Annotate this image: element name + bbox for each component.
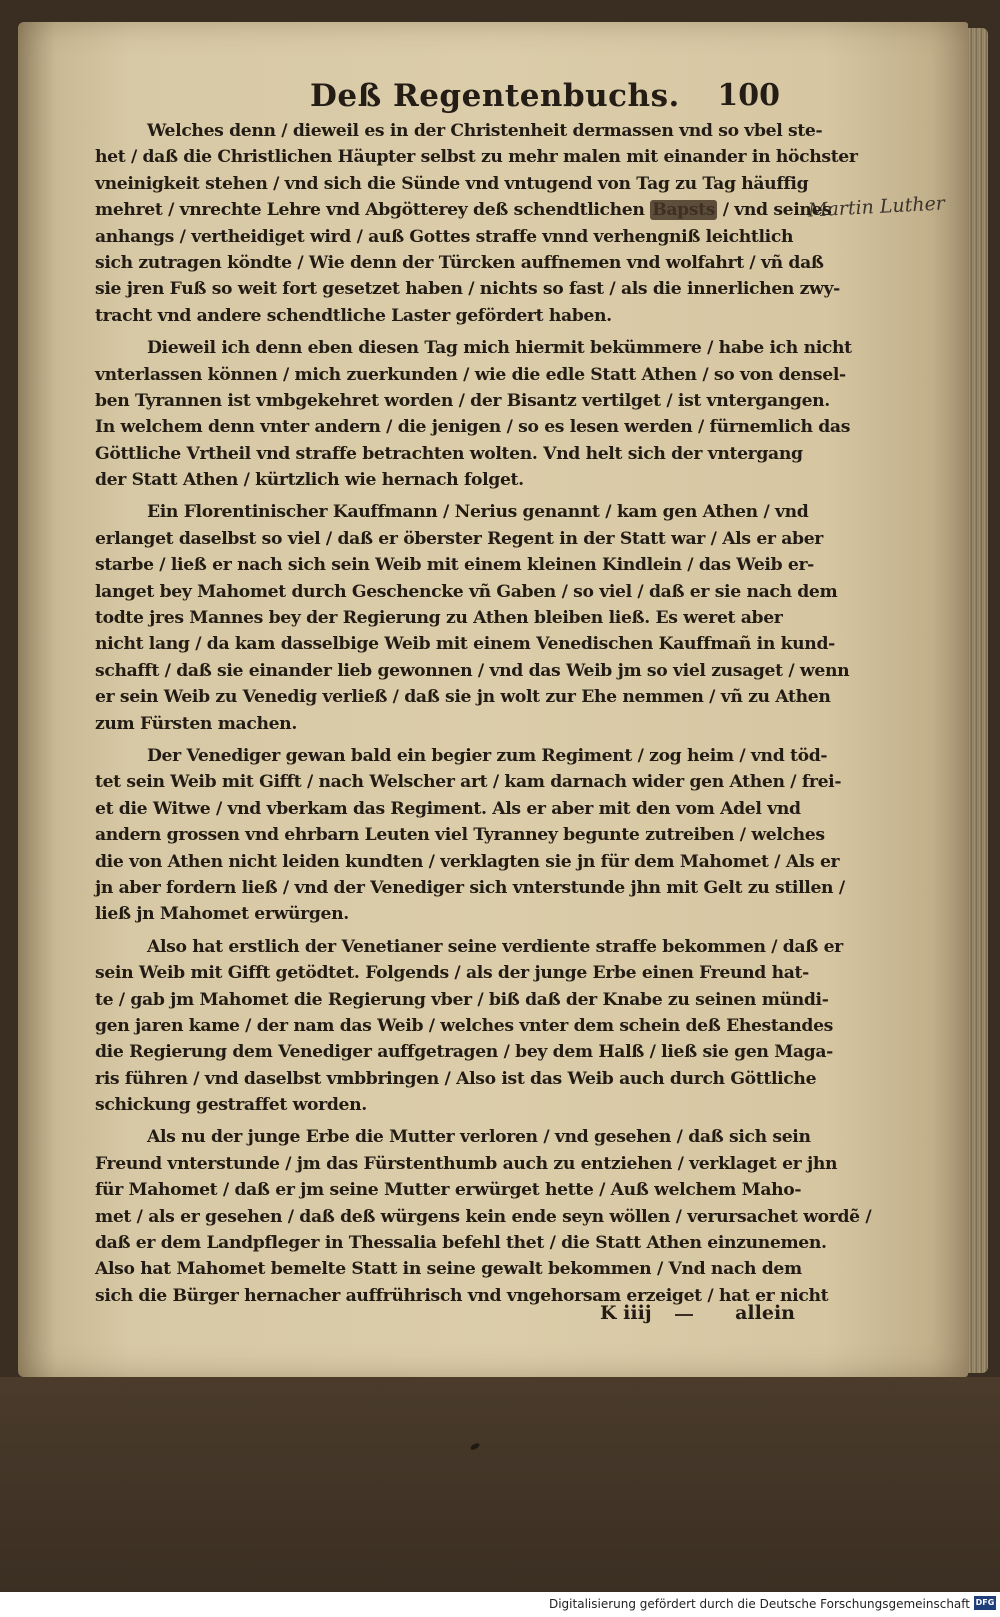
- book-binding: [0, 1377, 1000, 1592]
- text-line: vneinigkeit stehen / vnd sich die Sünde vnd vntugend von Tag zu Tag häuffig: [95, 173, 809, 194]
- text-line: für Mahomet / daß er jm seine Mutter erwürget hette / Auß welchem Maho-: [95, 1180, 802, 1201]
- handwritten-marginal-note: Martin Luther: [807, 192, 946, 222]
- text-line: sein Weib mit Gifft getödtet. Folgends / als der junge Erbe einen Freund hat-: [95, 963, 809, 984]
- text-line: Welches denn / dieweil es in der Christenheit dermassen vnd so vbel ste-: [147, 121, 823, 141]
- text-line: met / als er gesehen / daß deß würgens kein ende seyn wöllen / verursachet wordẽ /: [95, 1206, 872, 1227]
- body-text: [95, 118, 872, 1309]
- catchword: allein: [735, 1302, 795, 1324]
- text-line: sich zutragen köndte / Wie denn der Türcken auffnemen vnd wolfahrt / vñ daß: [95, 252, 824, 273]
- text-line: starbe / ließ er nach sich sein Weib mit einem kleinen Kindlein / das Weib er-: [95, 555, 814, 576]
- text-line: ließ jn Mahomet erwürgen.: [95, 904, 349, 925]
- text-line: jn aber fordern ließ / vnd der Venediger sich vnterstunde jhn mit Gelt zu stillen /: [95, 877, 845, 898]
- text-line: ris führen / vnd daselbst vmbbringen / Also ist das Weib auch durch Göttliche: [95, 1068, 817, 1089]
- text-line: Dieweil ich denn eben diesen Tag mich hiermit bekümmere / habe ich nicht: [147, 338, 852, 359]
- text-line: tet sein Weib mit Gifft / nach Welscher art / kam darnach wider gen Athen / frei-: [95, 772, 842, 793]
- text-line: Der Venediger gewan bald ein begier zum Regiment / zog heim / vnd töd-: [147, 745, 828, 766]
- text-line: die von Athen nicht leiden kundten / verklagten sie jn für dem Mahomet / Als er: [95, 851, 840, 872]
- text-line: Göttliche Vrtheil vnd straffe betrachten wolten. Vnd helt sich der vntergang: [95, 443, 803, 464]
- text-line: [95, 197, 832, 223]
- footer-bar: [0, 1592, 1000, 1617]
- text-line: schickung gestraffet worden.: [95, 1095, 367, 1116]
- text-line: er sein Weib zu Venedig verließ / daß sie jn wolt zur Ehe nemmen / vñ zu Athen: [95, 687, 831, 708]
- signature-dash: [675, 1314, 693, 1316]
- text-line: ben Tyrannen ist vmbgekehret worden / der Bisantz vertilget / ist vntergangen.: [95, 390, 830, 411]
- text-line: andern grossen vnd ehrbarn Leuten viel Tyranney begunte zutreiben / welches: [95, 825, 825, 846]
- text-line: Also hat Mahomet bemelte Statt in seine gewalt bekommen / Vnd nach dem: [95, 1259, 802, 1280]
- text-line: zum Fürsten machen.: [95, 713, 297, 734]
- struck-word: Bapsts: [652, 200, 716, 221]
- running-head: Deß Regentenbuchs.: [310, 78, 680, 114]
- text-line: gen jaren kame / der nam das Weib / welches vnter dem schein deß Ehestandes: [95, 1015, 833, 1036]
- text-line: vnterlassen können / mich zuerkunden / wie die edle Statt Athen / so von densel-: [95, 364, 846, 385]
- text-line: nicht lang / da kam dasselbige Weib mit einem Venedischen Kauffmañ in kund-: [95, 634, 835, 655]
- page-header: [310, 78, 780, 122]
- text-line: Also hat erstlich der Venetianer seine verdiente straffe bekommen / daß er: [147, 936, 843, 957]
- text-line: langet bey Mahomet durch Geschencke vñ Gaben / so viel / daß er sie nach dem: [95, 581, 838, 602]
- text-line: et die Witwe / vnd vberkam das Regiment. Als er aber mit den vom Adel vnd: [95, 798, 801, 819]
- text-line: sich die Bürger hernacher auffrührisch vnd vngehorsam erzeiget / hat er nicht: [95, 1285, 829, 1306]
- text-fragment: / vnd seines: [717, 200, 832, 221]
- text-line: erlanget daselbst so viel / daß er öberster Regent in der Statt war / Als er aber: [95, 528, 823, 549]
- text-line: het / daß die Christlichen Häupter selbst zu mehr malen mit einander in höchster: [95, 147, 858, 168]
- dfg-logo-icon: DFG: [974, 1596, 996, 1610]
- text-line: tracht vnd andere schendtliche Laster gefördert haben.: [95, 305, 612, 326]
- signature-mark: K iiij: [600, 1302, 652, 1324]
- footer-credit: Digitalisierung gefördert durch die Deutsche Forschungsgemeinschaft: [548, 1597, 970, 1611]
- text-line: die Regierung dem Venediger auffgetragen / bey dem Halß / ließ sie gen Maga-: [95, 1042, 833, 1063]
- text-line: te / gab jm Mahomet die Regierung vber / biß daß der Knabe zu seinen mündi-: [95, 989, 829, 1010]
- text-line: Freund vnterstunde / jm das Fürstenthumb auch zu entziehen / verklaget er jhn: [95, 1153, 838, 1174]
- page-number: 100: [717, 78, 780, 113]
- text-line: schafft / daß sie einander lieb gewonnen / vnd das Weib jm so viel zusaget / wenn: [95, 660, 850, 681]
- text-line: daß er dem Landpfleger in Thessalia befehl thet / die Statt Athen einzunemen.: [95, 1233, 827, 1254]
- text-fragment: mehret / vnrechte Lehre vnd Abgötterey deß schendtlichen: [95, 200, 651, 221]
- text-line: Ein Florentinischer Kauffmann / Nerius genannt / kam gen Athen / vnd: [147, 502, 809, 523]
- text-line: In welchem denn vnter andern / die jenigen / so es lesen werden / fürnemlich das: [95, 417, 851, 438]
- text-line: Als nu der junge Erbe die Mutter verloren / vnd gesehen / daß sich sein: [147, 1127, 811, 1148]
- text-line: todte jres Mannes bey der Regierung zu Athen bleiben ließ. Es weret aber: [95, 608, 783, 629]
- text-line: anhangs / vertheidiget wird / auß Gottes straffe vnnd verhengniß leichtlich: [95, 226, 794, 247]
- text-line: sie jren Fuß so weit fort gesetzet haben / nichts so fast / als die innerlichen zwy-: [95, 279, 840, 300]
- text-line: der Statt Athen / kürtzlich wie hernach folget.: [95, 470, 524, 491]
